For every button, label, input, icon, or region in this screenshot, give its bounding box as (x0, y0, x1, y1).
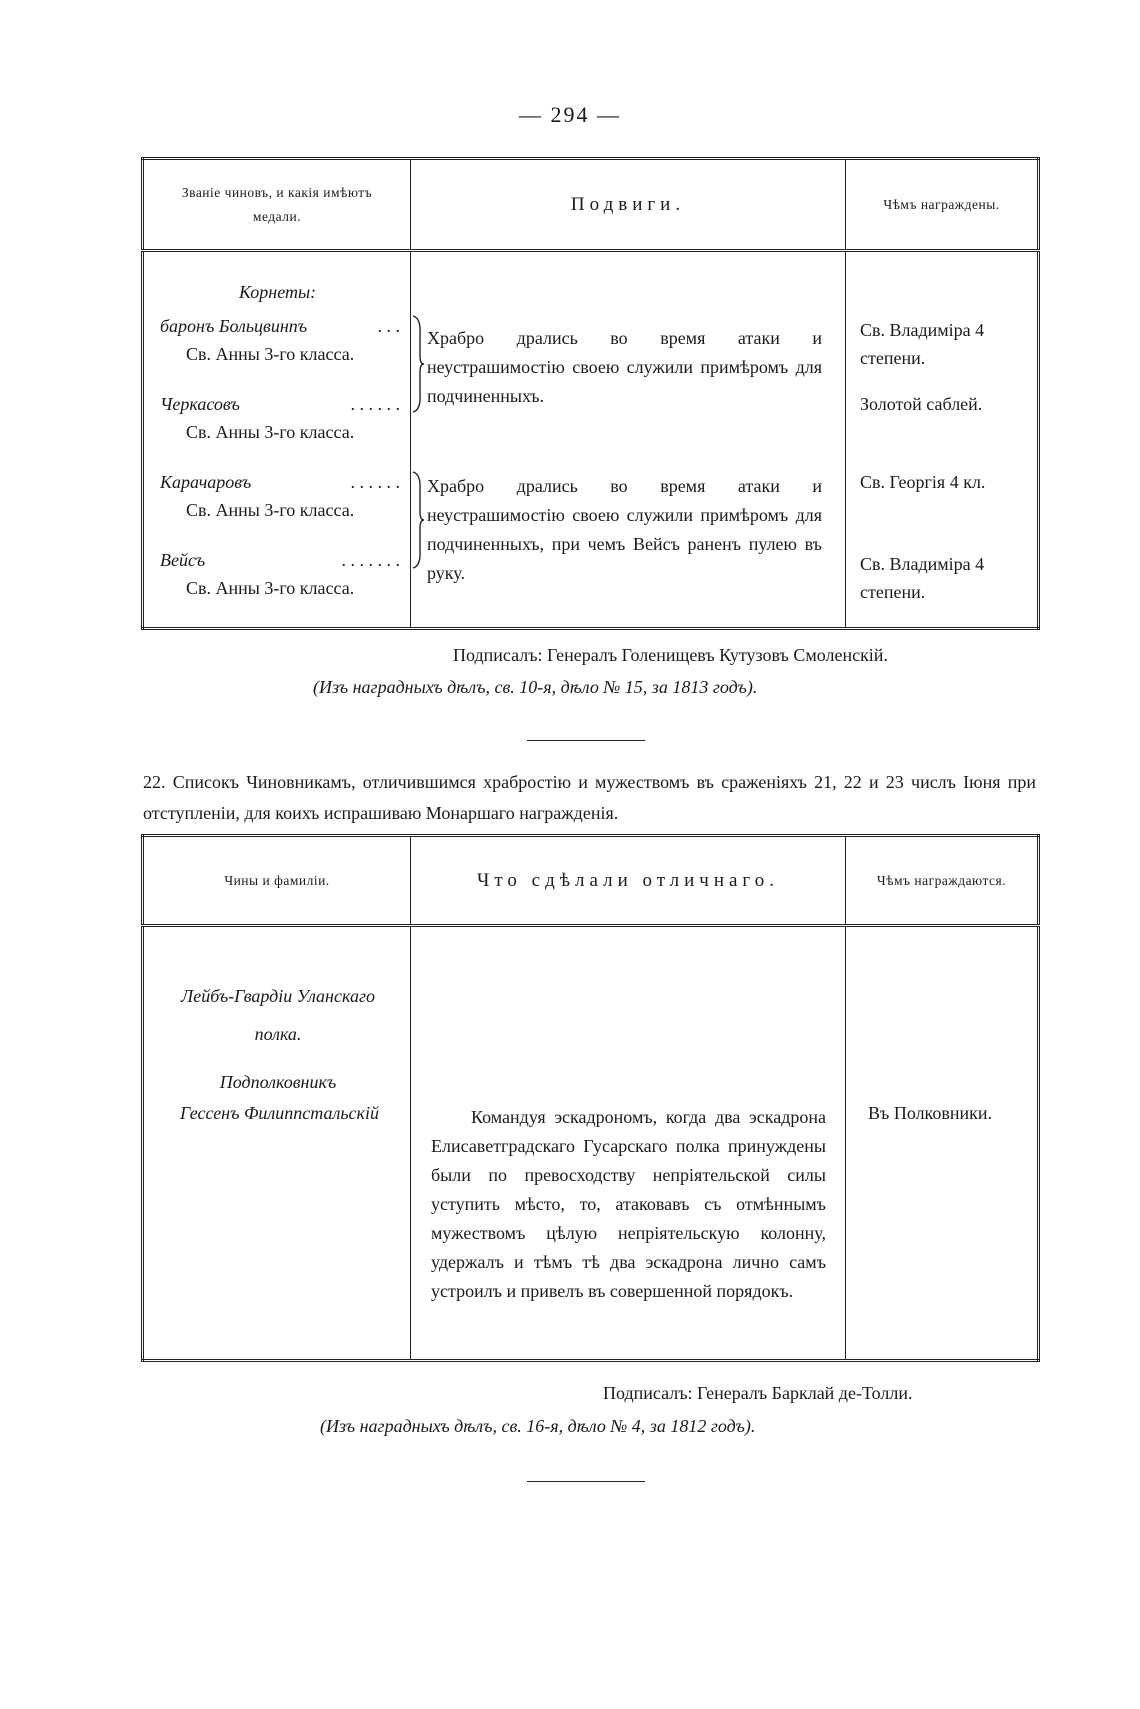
leader-dots: . . . . . . (350, 472, 400, 492)
awards-column (846, 926, 1039, 1361)
ranks-column (143, 926, 411, 1361)
officer-name: Вейсъ (160, 550, 206, 570)
feats-column (411, 251, 846, 629)
feat-text: Храбро дрались во время атаки и неустрашимостію своею служили примѣромъ для подчиненныхъ, при чемъ Вейсъ раненъ пулею въ руку. (427, 476, 822, 583)
officer-name: Гессенъ Филиппстальскій (180, 1103, 379, 1123)
signature-barclay: Подписалъ: Генералъ Барклай де-Толли. (603, 1383, 913, 1403)
officer-name: баронъ Больцвинпъ (160, 316, 308, 336)
section-divider (527, 1481, 645, 1482)
awards-table-2 (141, 834, 1040, 1362)
officer-name: Черкасовъ (160, 394, 240, 414)
award-text: Въ Полковники. (868, 1103, 993, 1123)
award-text: Золотой саблей. (860, 394, 983, 414)
header-awards: Чѣмъ награждаются. (846, 836, 1039, 926)
awards-column (846, 251, 1039, 629)
award-text: Св. Георгія 4 кл. (860, 472, 986, 492)
officer-medal: Св. Анны 3-го класса. (186, 422, 355, 442)
officer-medal: Св. Анны 3-го класса. (186, 578, 355, 598)
award-text: Св. Владиміра 4 степени. (860, 554, 985, 602)
feat-text: Храбро дрались во время атаки и неустрашимостію своею служили примѣромъ для подчиненныхъ. (427, 328, 822, 406)
deeds-column (411, 926, 846, 1361)
header-deeds: Что сдѣлали отличнаго. (411, 836, 846, 926)
leader-dots: . . . . . . . (341, 550, 400, 570)
header-ranks: Званіе чиновъ, и какія имѣютъ медали. (143, 159, 411, 251)
header-awards: Чѣмъ награждены. (846, 159, 1039, 251)
regiment-name: Лейбъ-Гвардіи Уланскаго полка. (181, 986, 375, 1044)
ranks-column (143, 251, 411, 629)
leader-dots: . . . (377, 316, 400, 336)
officer-medal: Св. Анны 3-го класса. (186, 344, 355, 364)
signature-kutuzov: Подписалъ: Генералъ Голенищевъ Кутузовъ Смоленскій. (453, 645, 888, 665)
grouping-brace (411, 470, 425, 570)
awards-table-1 (141, 157, 1040, 630)
group-title: Корнеты: (239, 282, 317, 302)
header-feats: Подвиги. (411, 159, 846, 251)
grouping-brace (411, 314, 425, 414)
archive-source: (Изъ наградныхъ дѣлъ, св. 16-я, дѣло № 4, за 1812 годъ). (320, 1416, 756, 1436)
header-ranks: Чины и фамиліи. (143, 836, 411, 926)
section-divider (527, 740, 645, 741)
archive-source: (Изъ наградныхъ дѣлъ, св. 10-я, дѣло № 15, за 1813 годъ). (313, 677, 758, 697)
officer-name: Карачаровъ (160, 472, 252, 492)
officer-rank: Подполковникъ (219, 1072, 337, 1092)
leader-dots: . . . . . . (350, 394, 400, 414)
officer-medal: Св. Анны 3-го класса. (186, 500, 355, 520)
page-number: — 294 — (519, 102, 621, 127)
deed-text: Командуя эскадрономъ, когда два эскадрона Елисаветградскаго Гусарскаго полка принуждены были по превосходству непріятельской силы уступить мѣсто, то, атаковавъ съ отмѣннымъ мужествомъ цѣлую непріятельскую колонну, удержалъ и тѣмъ тѣ два эскадрона лично самъ устроилъ и привелъ въ совершенной порядокъ. (431, 1107, 826, 1301)
award-text: Св. Владиміра 4 степени. (860, 320, 985, 368)
list-caption: 22. Списокъ Чиновникамъ, отличившимся храбростію и мужествомъ въ сраженіяхъ 21, 22 и 23 числъ Іюня при отступленіи, для коихъ испрашиваю Монаршаго награжденія. (143, 772, 1036, 823)
